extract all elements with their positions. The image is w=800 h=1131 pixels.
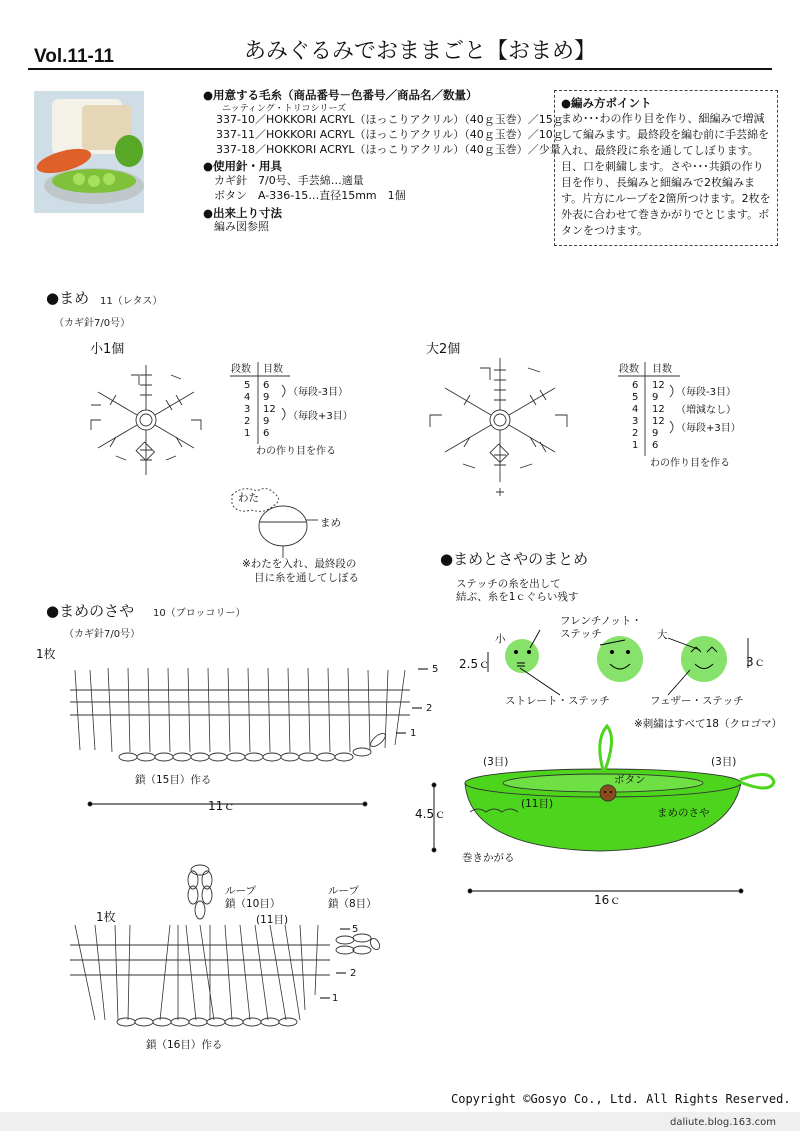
pod-3stitch-left: (3目): [483, 756, 509, 768]
piece1-row5: 5: [432, 664, 439, 675]
large-table-lines: [618, 362, 680, 456]
stitch-note-1: ステッチの糸を出して: [456, 578, 561, 590]
pod-width: 16ｃ: [594, 893, 622, 907]
small-pea-chart: [91, 365, 201, 475]
points-heading: ●編み方ポイント: [561, 96, 652, 110]
large-start: わの作り目を作る: [650, 458, 730, 469]
mame-hook: （カギ針7/0号）: [54, 318, 131, 329]
small-note-increase: （毎段+3目）: [288, 411, 353, 422]
large-label: 大: [657, 629, 668, 641]
mame-label: まめ: [320, 517, 341, 529]
yarn-line-2: 337-11／HOKKORI ACRYL（ほっこりアクリル）（40ｇ玉巻）／10ｇ: [216, 128, 564, 141]
wata-label: わた: [238, 492, 259, 504]
small-pea-face: [505, 639, 539, 673]
whip-stitch-label: 巻きかがる: [462, 852, 515, 864]
piece1-label: 1枚: [36, 647, 56, 661]
points-body: まめ･･･わの作り目を作り、細編みで増減して編みます。最終段を編む前に手芸綿を入れ、最終段に糸を通してしぼります。目、口を刺繍します。さや･･･共鎖の作り目を作り、長編みと細編みで2枚編みます。片方にループを2箇所つけます。2枚を外表に合わせて巻きかがりでとじます。ボタンをつけます。: [561, 112, 771, 237]
yarn-line-1: 337-10／HOKKORI ACRYL（ほっこりアクリル）（40ｇ玉巻）／15ｇ: [216, 113, 564, 126]
straight-stitch: ストレート・ステッチ: [505, 695, 610, 707]
size-heading: ●出来上り寸法: [203, 206, 283, 220]
loop1-label: ループ: [225, 885, 256, 897]
large-diameter: 3ｃ: [746, 655, 766, 669]
piece1-chain: 鎖（15目）作る: [135, 774, 212, 786]
saya-hook: （カギ針7/0号）: [64, 629, 141, 640]
large-note-decrease: （毎段-3目）: [676, 387, 736, 398]
large-pea-face-2: [681, 636, 727, 682]
tools-line-2: ボタン A-336-15…直径15mm 1個: [214, 189, 406, 202]
french-knot-2: ステッチ: [560, 628, 602, 640]
small-diameter: 2.5ｃ: [459, 657, 491, 671]
assembly-title: ●まめとさやのまとめ: [440, 550, 589, 568]
stuffing-note-2: 目に糸を通してしぼる: [254, 572, 359, 584]
small-pea-label: 小1個: [90, 342, 125, 357]
stuffing-note-1: ※わたを入れ、最終段の: [242, 558, 357, 570]
large-note-nochange: （増減なし）: [676, 405, 736, 416]
large-bracket: [670, 385, 673, 433]
piece1-width: 11ｃ: [208, 799, 236, 813]
pod-11stitch: (11目): [521, 798, 554, 810]
piece2-label: 1枚: [96, 910, 116, 924]
small-table-col2: 目数: [263, 364, 283, 375]
large-counts: 12 9 12 12 9 6: [652, 380, 665, 451]
large-note-increase: （毎段+3目）: [676, 423, 741, 434]
assembly-pod: [432, 726, 774, 893]
yarn-line-3: 337-18／HOKKORI ACRYL（ほっこりアクリル）（40ｇ玉巻）／少量: [216, 143, 561, 156]
french-knot-1: フレンチノット・: [560, 615, 642, 627]
small-label: 小: [495, 633, 506, 645]
materials-heading: ●用意する毛糸（商品番号－色番号／商品名／数量）: [203, 88, 478, 102]
blog-url[interactable]: daliute.blog.163.com: [669, 1117, 776, 1128]
pod-button: [600, 785, 616, 801]
size-value: 編み図参照: [214, 220, 269, 233]
tools-line-1: カギ針 7/0号、手芸綿…適量: [214, 174, 364, 187]
piece1-row2: 2: [426, 703, 433, 714]
piece1-row1: 1: [410, 728, 417, 739]
mame-color: 11（レタス）: [100, 296, 163, 307]
volume-number: Vol.11-11: [34, 46, 114, 67]
small-start: わの作り目を作る: [256, 446, 336, 457]
large-pea-face-1: [597, 636, 643, 682]
loop1-chain: 鎖（10目）: [225, 898, 281, 910]
tools-heading: ●使用針・用具: [203, 159, 283, 173]
piece2-row2: 2: [350, 968, 357, 979]
stitch-note-2: 結ぶ、糸を1ｃぐらい残す: [456, 591, 579, 603]
piece2-chain: 鎖（16目）作る: [146, 1039, 223, 1051]
pod-chart-1: [70, 668, 428, 806]
small-table-col1: 段数: [231, 364, 251, 375]
large-pea-chart: [430, 358, 567, 496]
mame-title: ●まめ: [46, 289, 90, 307]
saya-color: 10（ブロッコリー）: [153, 608, 246, 619]
feather-stitch: フェザー・ステッチ: [650, 695, 744, 707]
pod-3stitch-right: (3目): [711, 756, 737, 768]
piece2-row1: 1: [332, 993, 339, 1004]
small-counts: 6 9 12 9 6: [263, 380, 276, 439]
assembly-peas: [488, 630, 748, 695]
button-label: ボタン: [614, 774, 646, 786]
piece2-11stitch: (11目): [256, 914, 289, 926]
large-rows: 6 5 4 3 2 1: [632, 380, 639, 451]
large-pea-label: 大2個: [426, 342, 461, 357]
small-note-decrease: （毎段-3目）: [288, 387, 348, 398]
large-table-col2: 目数: [652, 364, 672, 375]
copyright: Copyright ©Gosyo Co., Ltd. All Rights Reserved.: [451, 1092, 791, 1106]
small-bracket: [282, 385, 285, 420]
pod-loop-2: [740, 774, 774, 788]
saya-title: ●まめのさや: [46, 602, 135, 620]
embroidery-note: ※刺繍はすべて18（クロゴマ）: [634, 718, 782, 730]
small-rows: 5 4 3 2 1: [244, 380, 251, 439]
pod-loop-1: [600, 726, 612, 770]
loop2-label: ループ: [328, 885, 359, 897]
large-table-col1: 段数: [619, 364, 639, 375]
yarn-series: ニッティング・トリコシリーズ: [222, 104, 347, 114]
piece2-row5: 5: [352, 924, 359, 935]
page-title: あみぐるみでおままごと【おまめ】: [244, 39, 597, 64]
pod-label: まめのさや: [657, 807, 710, 819]
loop2-chain: 鎖（8目）: [328, 898, 377, 910]
pod-height: 4.5ｃ: [415, 807, 447, 821]
